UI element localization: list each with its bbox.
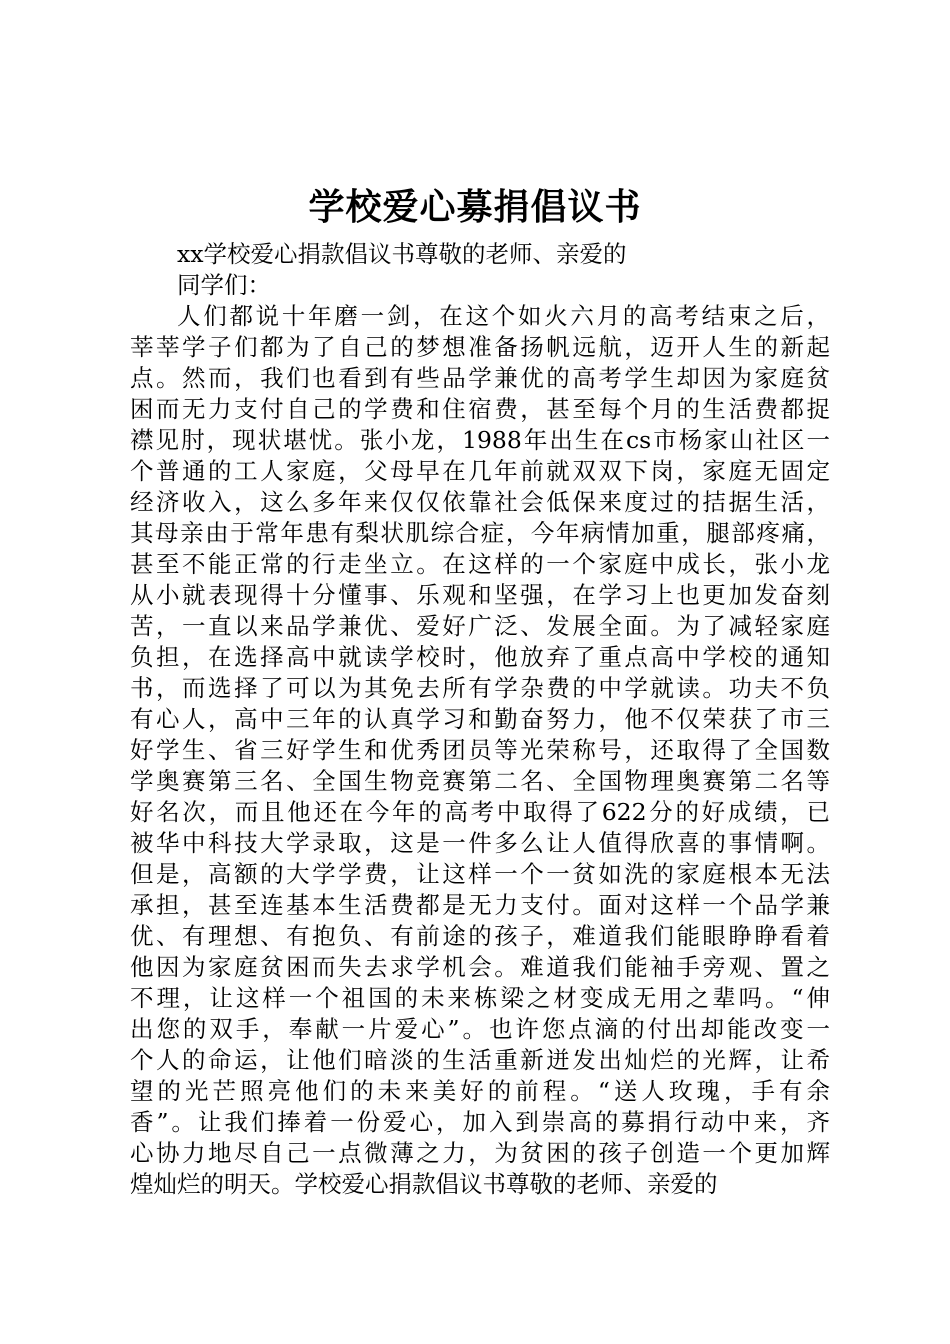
body-line-29: 香”。让我们捧着一份爱心，加入到崇高的募捐行动中来，齐 (130, 1108, 830, 1136)
body-line-25: 不理，让这样一个祖国的未来栋梁之材变成无用之辈吗。“伸 (130, 984, 830, 1012)
body-line-22: 承担，甚至连基本生活费都是无力支付。面对这样一个品学兼 (130, 891, 830, 919)
body-line-17: 好学生、省三好学生和优秀团员等光荣称号，还取得了全国数 (130, 736, 830, 764)
body-line-31: 煌灿烂的明天。学校爱心捐款倡议书尊敬的老师、亲爱的 (130, 1170, 718, 1198)
document-title: 学校爱心募捐倡议书 (308, 187, 642, 228)
body-line-8: 个普通的工人家庭，父母早在几年前就双双下岗，家庭无固定 (130, 457, 830, 485)
body-line-9: 经济收入，这么多年来仅仅依靠社会低保来度过的拮据生活， (130, 488, 830, 516)
body-line-24: 他因为家庭贫困而失去求学机会。难道我们能袖手旁观、置之 (130, 953, 830, 981)
body-line-19: 好名次，而且他还在今年的高考中取得了622分的好成绩，已 (130, 798, 830, 826)
body-line-4: 莘莘学子们都为了自己的梦想准备扬帆远航，迈开人生的新起 (130, 333, 830, 361)
body-line-12: 从小就表现得十分懂事、乐观和坚强，在学习上也更加发奋刻 (130, 581, 830, 609)
body-line-18: 学奥赛第三名、全国生物竞赛第二名、全国物理奥赛第二名等 (130, 767, 830, 795)
body-line-21: 但是，高额的大学学费，让这样一个一贫如洗的家庭根本无法 (130, 860, 830, 888)
body-line-15: 书，而选择了可以为其免去所有学杂费的中学就读。功夫不负 (130, 674, 830, 702)
body-line-20: 被华中科技大学录取，这是一件多么让人值得欣喜的事情啊。 (130, 829, 830, 857)
body-line-3: 人们都说十年磨一剑，在这个如火六月的高考结束之后， (177, 302, 830, 330)
body-line-23: 优、有理想、有抱负、有前途的孩子，难道我们能眼睁睁看着 (130, 922, 830, 950)
body-line-28: 望的光芒照亮他们的未来美好的前程。“送人玫瑰，手有余 (130, 1077, 830, 1105)
body-line-6: 困而无力支付自己的学费和住宿费，甚至每个月的生活费都捉 (130, 395, 830, 423)
body-line-16: 有心人，高中三年的认真学习和勤奋努力，他不仅荣获了市三 (130, 705, 830, 733)
body-line-27: 个人的命运，让他们暗淡的生活重新迸发出灿烂的光辉，让希 (130, 1046, 830, 1074)
body-line-2: 同学们： (177, 271, 271, 299)
body-line-7: 襟见肘，现状堪忧。张小龙，1988年出生在cs市杨家山社区一 (130, 426, 830, 454)
body-line-13: 苦，一直以来品学兼优、爱好广泛、发展全面。为了减轻家庭 (130, 612, 830, 640)
body-line-10: 其母亲由于常年患有梨状肌综合症，今年病情加重，腿部疼痛， (130, 519, 830, 547)
body-line-1: xx学校爱心捐款倡议书尊敬的老师、亲爱的 (177, 240, 627, 268)
body-line-14: 负担，在选择高中就读学校时，他放弃了重点高中学校的通知 (130, 643, 830, 671)
body-line-30: 心协力地尽自己一点微薄之力，为贫困的孩子创造一个更加辉 (130, 1139, 830, 1167)
body-line-11: 甚至不能正常的行走坐立。在这样的一个家庭中成长，张小龙 (130, 550, 830, 578)
body-line-26: 出您的双手，奉献一片爱心”。也许您点滴的付出却能改变一 (130, 1015, 830, 1043)
body-line-5: 点。然而，我们也看到有些品学兼优的高考学生却因为家庭贫 (130, 364, 830, 392)
